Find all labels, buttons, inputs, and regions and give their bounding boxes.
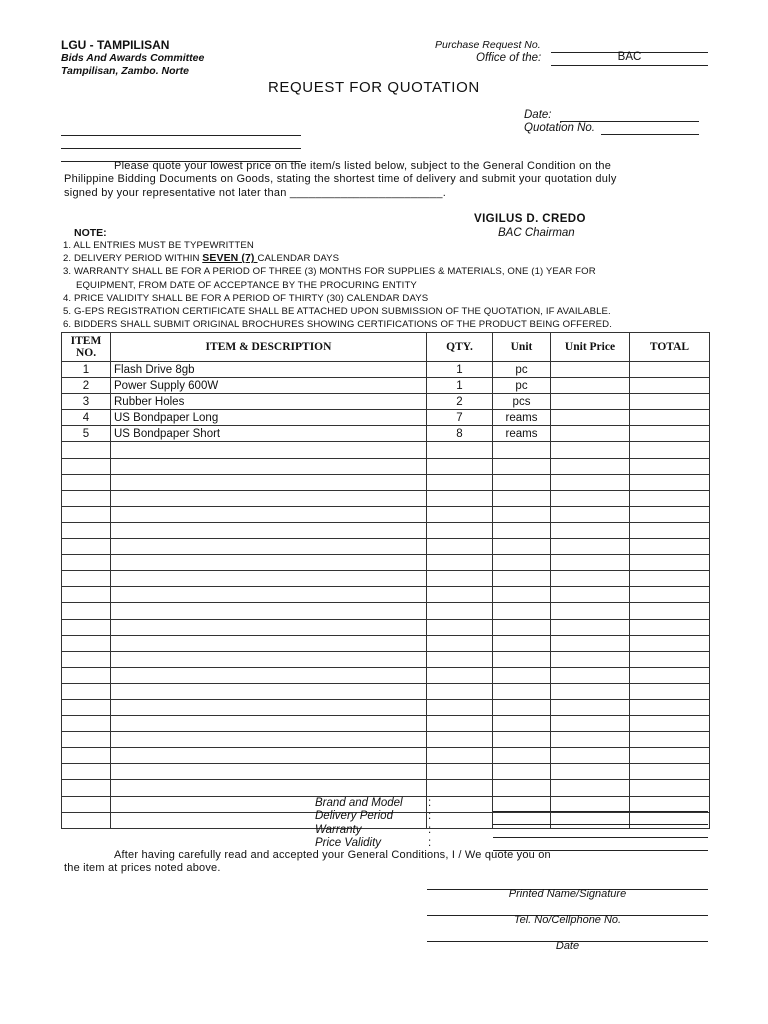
cell-unit-price[interactable] xyxy=(551,378,630,394)
table-row xyxy=(62,732,710,748)
cell-qty[interactable] xyxy=(427,603,493,619)
table-row xyxy=(62,667,710,683)
cell-total[interactable] xyxy=(630,426,710,442)
cell-item-no[interactable] xyxy=(62,506,111,522)
delivery-period-label: Delivery Period xyxy=(315,810,393,823)
cell-total[interactable] xyxy=(630,474,710,490)
warranty-field[interactable] xyxy=(493,837,708,838)
cell-description: Power Supply 600W xyxy=(111,378,427,394)
cell-total[interactable] xyxy=(630,522,710,538)
table-row xyxy=(62,442,710,458)
table-row xyxy=(62,490,710,506)
cell-unit[interactable] xyxy=(493,699,551,715)
closing-line-1: After having carefully read and accepted your General Conditions, I / We quote you on xyxy=(114,849,551,861)
cell-description[interactable] xyxy=(111,683,427,699)
cell-unit[interactable] xyxy=(493,812,551,828)
cell-total[interactable] xyxy=(630,587,710,603)
table-row xyxy=(62,764,710,780)
cell-unit-price[interactable] xyxy=(551,716,630,732)
cell-unit-price[interactable] xyxy=(551,732,630,748)
cell-unit[interactable] xyxy=(493,796,551,812)
header-unit: Unit xyxy=(493,333,551,362)
brand-model-label: Brand and Model xyxy=(315,797,403,809)
cell-total[interactable] xyxy=(630,683,710,699)
cell-unit-price[interactable] xyxy=(551,780,630,796)
cell-item-no[interactable] xyxy=(62,474,111,490)
cell-item-no[interactable] xyxy=(62,458,111,474)
cell-description[interactable] xyxy=(111,764,427,780)
cell-unit: reams xyxy=(493,426,551,442)
cell-description[interactable] xyxy=(111,458,427,474)
cell-total[interactable] xyxy=(630,764,710,780)
table-row xyxy=(62,426,710,442)
cell-qty[interactable] xyxy=(427,506,493,522)
cell-item-no[interactable] xyxy=(62,555,111,571)
signatory-title: BAC Chairman xyxy=(498,227,575,239)
table-row xyxy=(62,571,710,587)
cell-description[interactable] xyxy=(111,748,427,764)
cell-item-no[interactable] xyxy=(62,587,111,603)
table-row xyxy=(62,362,710,378)
table-row xyxy=(62,458,710,474)
cell-qty[interactable] xyxy=(427,764,493,780)
cell-unit-price[interactable] xyxy=(551,748,630,764)
addressee-line-2[interactable] xyxy=(61,148,301,149)
cell-item-no[interactable] xyxy=(62,699,111,715)
cell-item-no[interactable] xyxy=(62,603,111,619)
header-qty: QTY. xyxy=(427,333,493,362)
cell-unit: reams xyxy=(493,410,551,426)
cell-unit-price[interactable] xyxy=(551,474,630,490)
date-label: Date: xyxy=(524,109,552,121)
cell-description[interactable] xyxy=(111,716,427,732)
cell-unit-price[interactable] xyxy=(551,490,630,506)
cell-item-no[interactable] xyxy=(62,812,111,828)
footer-labels xyxy=(315,797,403,850)
header-description: ITEM & DESCRIPTION xyxy=(111,333,427,362)
cell-qty[interactable] xyxy=(427,748,493,764)
cell-description[interactable] xyxy=(111,539,427,555)
footer-colons: : : : : xyxy=(428,797,432,849)
header-item-no: ITEM NO. xyxy=(62,333,111,362)
cell-unit: pcs xyxy=(493,394,551,410)
cell-qty[interactable] xyxy=(427,683,493,699)
table-row xyxy=(62,474,710,490)
cell-qty[interactable] xyxy=(427,571,493,587)
cell-unit[interactable] xyxy=(493,667,551,683)
cell-qty[interactable] xyxy=(427,474,493,490)
cell-unit[interactable] xyxy=(493,764,551,780)
cell-item-no: 1 xyxy=(62,362,111,378)
office-label: Office of the: xyxy=(476,52,542,64)
cell-item-no[interactable] xyxy=(62,732,111,748)
cell-unit-price[interactable] xyxy=(551,603,630,619)
cell-unit-price[interactable] xyxy=(551,394,630,410)
table-row xyxy=(62,506,710,522)
cell-description: US Bondpaper Long xyxy=(111,410,427,426)
table-row xyxy=(62,587,710,603)
cell-unit[interactable] xyxy=(493,571,551,587)
cell-description[interactable] xyxy=(111,571,427,587)
cell-unit[interactable] xyxy=(493,490,551,506)
cell-qty: 8 xyxy=(427,426,493,442)
cell-description[interactable] xyxy=(111,619,427,635)
cell-qty: 1 xyxy=(427,378,493,394)
cell-unit[interactable] xyxy=(493,635,551,651)
warranty-label: Warranty xyxy=(315,823,362,836)
table-row xyxy=(62,394,710,410)
committee-name: Bids And Awards Committee xyxy=(61,52,205,64)
cell-description[interactable] xyxy=(111,699,427,715)
cell-unit-price[interactable] xyxy=(551,619,630,635)
cell-total[interactable] xyxy=(630,699,710,715)
cell-qty[interactable] xyxy=(427,796,493,812)
cell-qty[interactable] xyxy=(427,458,493,474)
cell-unit-price[interactable] xyxy=(551,362,630,378)
cell-item-no[interactable] xyxy=(62,522,111,538)
cell-description[interactable] xyxy=(111,780,427,796)
cell-unit[interactable] xyxy=(493,587,551,603)
cell-total[interactable] xyxy=(630,667,710,683)
cell-unit-price[interactable] xyxy=(551,410,630,426)
cell-unit-price[interactable] xyxy=(551,667,630,683)
table-row xyxy=(62,716,710,732)
cell-total[interactable] xyxy=(630,539,710,555)
cell-unit-price[interactable] xyxy=(551,571,630,587)
cell-item-no[interactable] xyxy=(62,571,111,587)
table-row xyxy=(62,635,710,651)
cell-item-no[interactable] xyxy=(62,667,111,683)
cell-unit[interactable] xyxy=(493,539,551,555)
org-name: LGU - TAMPILISAN xyxy=(61,38,170,52)
cell-unit-price[interactable] xyxy=(551,683,630,699)
cell-description: Flash Drive 8gb xyxy=(111,362,427,378)
office-value: BAC xyxy=(617,51,642,63)
cell-unit[interactable] xyxy=(493,603,551,619)
cell-unit[interactable] xyxy=(493,780,551,796)
cell-unit[interactable] xyxy=(493,716,551,732)
cell-unit-price[interactable] xyxy=(551,651,630,667)
cell-qty[interactable] xyxy=(427,812,493,828)
cell-item-no[interactable] xyxy=(62,651,111,667)
cell-item-no[interactable] xyxy=(62,716,111,732)
cell-unit[interactable] xyxy=(493,522,551,538)
cell-qty[interactable] xyxy=(427,587,493,603)
cell-total[interactable] xyxy=(630,555,710,571)
cell-qty[interactable] xyxy=(427,442,493,458)
cell-total[interactable] xyxy=(630,362,710,378)
cell-qty[interactable] xyxy=(427,667,493,683)
cell-unit-price[interactable] xyxy=(551,426,630,442)
cell-unit[interactable] xyxy=(493,442,551,458)
cell-unit-price[interactable] xyxy=(551,796,630,812)
cell-item-no[interactable] xyxy=(62,635,111,651)
cell-total[interactable] xyxy=(630,442,710,458)
cell-description[interactable] xyxy=(111,490,427,506)
table-row xyxy=(62,555,710,571)
cell-item-no[interactable] xyxy=(62,619,111,635)
cell-qty[interactable] xyxy=(427,490,493,506)
table-row xyxy=(62,539,710,555)
signatory-name: VIGILUS D. CREDO xyxy=(474,213,586,225)
delivery-period-field[interactable] xyxy=(493,824,708,825)
cell-item-no[interactable] xyxy=(62,748,111,764)
table-row xyxy=(62,619,710,635)
price-validity-label: Price Validity xyxy=(315,836,382,849)
cell-description[interactable] xyxy=(111,474,427,490)
cell-unit-price[interactable] xyxy=(551,699,630,715)
table-row xyxy=(62,748,710,764)
intro-line-3: signed by your representative not later than ________________________. xyxy=(64,187,447,199)
cell-unit-price[interactable] xyxy=(551,458,630,474)
cell-qty: 7 xyxy=(427,410,493,426)
intro-line-2: Philippine Bidding Documents on Goods, stating the shortest time of delivery and submit your quotation duly xyxy=(64,173,617,185)
brand-model-field[interactable] xyxy=(493,811,708,812)
cell-qty[interactable] xyxy=(427,522,493,538)
cell-unit[interactable] xyxy=(493,555,551,571)
cell-unit-price[interactable] xyxy=(551,635,630,651)
cell-description[interactable] xyxy=(111,442,427,458)
cell-qty[interactable] xyxy=(427,780,493,796)
table-row xyxy=(62,522,710,538)
cell-unit-price[interactable] xyxy=(551,812,630,828)
cell-item-no[interactable] xyxy=(62,539,111,555)
cell-unit-price[interactable] xyxy=(551,764,630,780)
cell-unit-price[interactable] xyxy=(551,587,630,603)
cell-item-no: 5 xyxy=(62,426,111,442)
cell-total[interactable] xyxy=(630,651,710,667)
cell-total[interactable] xyxy=(630,732,710,748)
cell-unit-price[interactable] xyxy=(551,555,630,571)
note-label: NOTE: xyxy=(74,227,107,239)
table-row xyxy=(62,651,710,667)
office-line xyxy=(551,65,708,66)
cell-qty[interactable] xyxy=(427,699,493,715)
page-title: REQUEST FOR QUOTATION xyxy=(268,79,480,96)
table-row xyxy=(62,699,710,715)
table-header-row xyxy=(62,333,710,362)
cell-description[interactable] xyxy=(111,732,427,748)
note-3a: 3. WARRANTY SHALL BE FOR A PERIOD OF THREE (3) MONTHS FOR SUPPLIES & MATERIALS, ONE (1) YEAR FOR xyxy=(63,266,596,278)
cell-description[interactable] xyxy=(111,603,427,619)
cell-total[interactable] xyxy=(630,378,710,394)
cell-description[interactable] xyxy=(111,506,427,522)
cell-description: US Bondpaper Short xyxy=(111,426,427,442)
note-6: 6. BIDDERS SHALL SUBMIT ORIGINAL BROCHURES SHOWING CERTIFICATIONS OF THE PRODUCT BEING OFFERED. xyxy=(63,319,612,331)
cell-unit-price[interactable] xyxy=(551,539,630,555)
table-row xyxy=(62,378,710,394)
org-address: Tampilisan, Zambo. Norte xyxy=(61,65,189,77)
date-signed-label: Date xyxy=(555,940,580,952)
cell-qty[interactable] xyxy=(427,619,493,635)
cell-description[interactable] xyxy=(111,667,427,683)
cell-unit: pc xyxy=(493,378,551,394)
cell-total[interactable] xyxy=(630,506,710,522)
cell-unit[interactable] xyxy=(493,458,551,474)
cell-unit[interactable] xyxy=(493,748,551,764)
cell-description[interactable] xyxy=(111,522,427,538)
header-total: TOTAL xyxy=(630,333,710,362)
note-5: 5. G-EPS REGISTRATION CERTIFICATE SHALL BE ATTACHED UPON SUBMISSION OF THE QUOTATION, IF AVAILABLE. xyxy=(63,306,611,318)
notes-list xyxy=(63,239,612,331)
cell-item-no: 4 xyxy=(62,410,111,426)
cell-item-no[interactable] xyxy=(62,683,111,699)
cell-unit-price[interactable] xyxy=(551,506,630,522)
cell-item-no[interactable] xyxy=(62,780,111,796)
note-4: 4. PRICE VALIDITY SHALL BE FOR A PERIOD OF THIRTY (30) CALENDAR DAYS xyxy=(63,292,429,304)
cell-qty[interactable] xyxy=(427,651,493,667)
cell-qty[interactable] xyxy=(427,539,493,555)
cell-total[interactable] xyxy=(630,796,710,812)
cell-item-no[interactable] xyxy=(62,442,111,458)
cell-unit-price[interactable] xyxy=(551,442,630,458)
cell-qty[interactable] xyxy=(427,732,493,748)
note-1: 1. ALL ENTRIES MUST BE TYPEWRITTEN xyxy=(63,240,254,251)
table-row xyxy=(62,410,710,426)
cell-total[interactable] xyxy=(630,394,710,410)
cell-total[interactable] xyxy=(630,571,710,587)
quotation-field[interactable] xyxy=(601,134,699,135)
cell-total[interactable] xyxy=(630,490,710,506)
cell-total[interactable] xyxy=(630,619,710,635)
cell-item-no: 2 xyxy=(62,378,111,394)
closing-line-2: the item at prices noted above. xyxy=(64,862,221,874)
cell-qty[interactable] xyxy=(427,555,493,571)
cell-qty[interactable] xyxy=(427,635,493,651)
cell-total[interactable] xyxy=(630,635,710,651)
cell-item-no[interactable] xyxy=(62,490,111,506)
cell-unit[interactable] xyxy=(493,619,551,635)
header-unit-price: Unit Price xyxy=(551,333,630,362)
cell-unit[interactable] xyxy=(493,506,551,522)
purchase-request-label: Purchase Request No. xyxy=(435,39,541,51)
cell-item-no[interactable] xyxy=(62,796,111,812)
cell-qty: 2 xyxy=(427,394,493,410)
cell-total[interactable] xyxy=(630,458,710,474)
cell-unit[interactable] xyxy=(493,474,551,490)
cell-unit[interactable] xyxy=(493,683,551,699)
cell-total[interactable] xyxy=(630,780,710,796)
items-table xyxy=(61,332,710,829)
table-row xyxy=(62,603,710,619)
addressee-line-1[interactable] xyxy=(61,135,301,136)
note-3b: EQUIPMENT, FROM DATE OF ACCEPTANCE BY THE PROCURING ENTITY xyxy=(76,279,417,291)
table-row xyxy=(62,683,710,699)
cell-total[interactable] xyxy=(630,748,710,764)
cell-description[interactable] xyxy=(111,635,427,651)
cell-qty[interactable] xyxy=(427,716,493,732)
cell-unit: pc xyxy=(493,362,551,378)
cell-description[interactable] xyxy=(111,555,427,571)
cell-qty: 1 xyxy=(427,362,493,378)
cell-unit[interactable] xyxy=(493,732,551,748)
cell-description[interactable] xyxy=(111,587,427,603)
cell-description[interactable] xyxy=(111,651,427,667)
telephone-label: Tel. No/Cellphone No. xyxy=(513,914,622,926)
note-2: 2. DELIVERY PERIOD WITHIN SEVEN (7) CALENDAR DAYS xyxy=(63,252,340,265)
table-row xyxy=(62,780,710,796)
cell-total[interactable] xyxy=(630,410,710,426)
quotation-label: Quotation No. xyxy=(524,122,595,134)
signature-label: Printed Name/Signature xyxy=(508,888,627,900)
cell-total[interactable] xyxy=(630,812,710,828)
cell-total[interactable] xyxy=(630,716,710,732)
cell-unit[interactable] xyxy=(493,651,551,667)
cell-total[interactable] xyxy=(630,603,710,619)
cell-description: Rubber Holes xyxy=(111,394,427,410)
cell-item-no: 3 xyxy=(62,394,111,410)
cell-item-no[interactable] xyxy=(62,764,111,780)
intro-line-1: Please quote your lowest price on the item/s listed below, subject to the General Condition on the xyxy=(114,160,612,172)
cell-unit-price[interactable] xyxy=(551,522,630,538)
